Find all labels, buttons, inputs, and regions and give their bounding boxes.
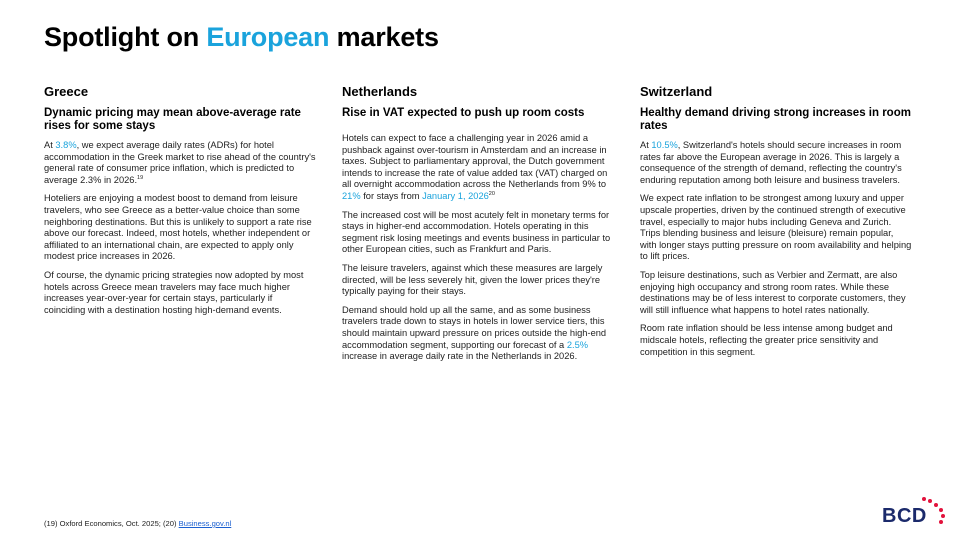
netherlands-column	[342, 84, 614, 370]
switzerland-paragraph-3: Top leisure destinations, such as Verbier and Zermatt, are also enjoying high occupancy and strong room rates. While these destinations may be of less interest to corporate customers, they will still influence what happens to hotel rates nationally.	[640, 269, 906, 315]
switzerland-subheading: Healthy demand driving strong increases in room rates	[640, 107, 911, 132]
vat-rate-figure: 21%	[342, 190, 361, 201]
footnote: (19) Oxford Economics, Oct. 2025; (20) Business.gov.nl	[44, 519, 232, 528]
greece-paragraph-3: Of course, the dynamic pricing strategies now adopted by most hotels across Greece mean travelers may face much higher increases year-over-year for certain stays, particularly if coinciding with a destination hosting high-demand events.	[44, 269, 304, 315]
logo-dot	[939, 508, 943, 512]
title-prefix: Spotlight on	[44, 22, 200, 52]
business-gov-link[interactable]: Business.gov.nl	[178, 519, 232, 528]
greece-column	[44, 84, 316, 323]
netherlands-paragraph-2: The increased cost will be most acutely felt in monetary terms for stays in higher-end accommodation. Hotels operating in this segment risk losing meetings and events business in particular to other European cities, such as Frankfurt and Paris.	[342, 209, 611, 255]
switzerland-body	[640, 140, 912, 358]
netherlands-heading: Netherlands	[342, 84, 418, 99]
netherlands-paragraph-4: Demand should hold up all the same, and as some business travelers trade down to stays in hotels in lower service tiers, this should maintain upward pressure on prices outside the high-end accommodation segment, supporting our forecast of a 2.5% increase in average daily rate in the Netherlands in 2026.	[342, 304, 607, 362]
switzerland-paragraph-4: Room rate inflation should be less intense among budget and midscale hotels, reflecting the greater price sensitivity and competition in this segment.	[640, 323, 893, 357]
switzerland-adr-figure: 10.5%	[651, 140, 678, 150]
netherlands-subheading: Rise in VAT expected to push up room costs	[342, 107, 585, 119]
logo-text: BCD	[882, 505, 927, 527]
bcd-logo	[878, 497, 948, 529]
greece-heading: Greece	[44, 84, 89, 99]
switzerland-heading: Switzerland	[640, 84, 713, 99]
title-suffix: markets	[336, 22, 439, 52]
footnote-ref-20: 20	[488, 190, 495, 197]
logo-dot	[941, 514, 945, 518]
page-title	[44, 22, 439, 53]
switzerland-paragraph-2: We expect rate inflation to be strongest among luxury and upper upscale properties, driven by the continued strength of executive travel, especially to major hubs including Geneva and Zurich. Trips blending business and leisure (bleisure) remain popular, with longer stays putting pressure on room availability and helping to lift prices.	[640, 193, 912, 262]
logo-dot	[934, 503, 938, 507]
footnote-ref-19: 19	[137, 174, 144, 181]
netherlands-body	[342, 133, 614, 363]
logo-dot	[922, 497, 926, 501]
switzerland-paragraph-1: At 10.5%, Switzerland's hotels should secure increases in room rates far above the European average in 2026. This is largely a consequence of the strength of demand, reflecting the country's enduring reputation among both leisure and business travelers.	[640, 140, 902, 185]
netherlands-paragraph-3: The leisure travelers, against which these measures are largely directed, will be less severely hit, given the lower prices they're typically paying for their stays.	[342, 262, 603, 297]
greece-body	[44, 140, 316, 316]
greece-paragraph-1: At 3.8%, we expect average daily rates (ADRs) for hotel accommodation in the Greek market to rise ahead of the country's general rate of consumer price inflation, which is predicted to average 2.3% in 2026.19	[44, 140, 316, 185]
switzerland-column	[640, 84, 912, 365]
greece-subheading: Dynamic pricing may mean above-average rate rises for some stays	[44, 107, 301, 132]
netherlands-adr-figure: 2.5%	[566, 339, 589, 350]
title-accent: European	[206, 22, 330, 52]
greece-paragraph-2: Hoteliers are enjoying a modest boost to demand from leisure travelers, who see Greece as a better-value choice than some neighboring destinations. But this is unlikely to support a rate rise above our forecast. Indeed, most hotels, whether independent or affiliated to an international chain, are expected to apply only modest price increases in 2026.	[44, 193, 312, 262]
greece-adr-figure: 3.8%	[55, 140, 77, 150]
logo-dot	[928, 499, 932, 503]
vat-date-figure: January 1, 2026	[422, 190, 489, 201]
netherlands-paragraph-1: Hotels can expect to face a challenging year in 2026 amid a pushback against over-tourism in Amsterdam and an increase in taxes. Subject to parliamentary approval, the Dutch government intends to increase the rate of value added tax (VAT) charged on all overnight accommodation across the Netherlands from 9% to 21% for stays from January 1, 2026$^{20}$	[342, 133, 608, 201]
logo-dot	[939, 520, 943, 524]
